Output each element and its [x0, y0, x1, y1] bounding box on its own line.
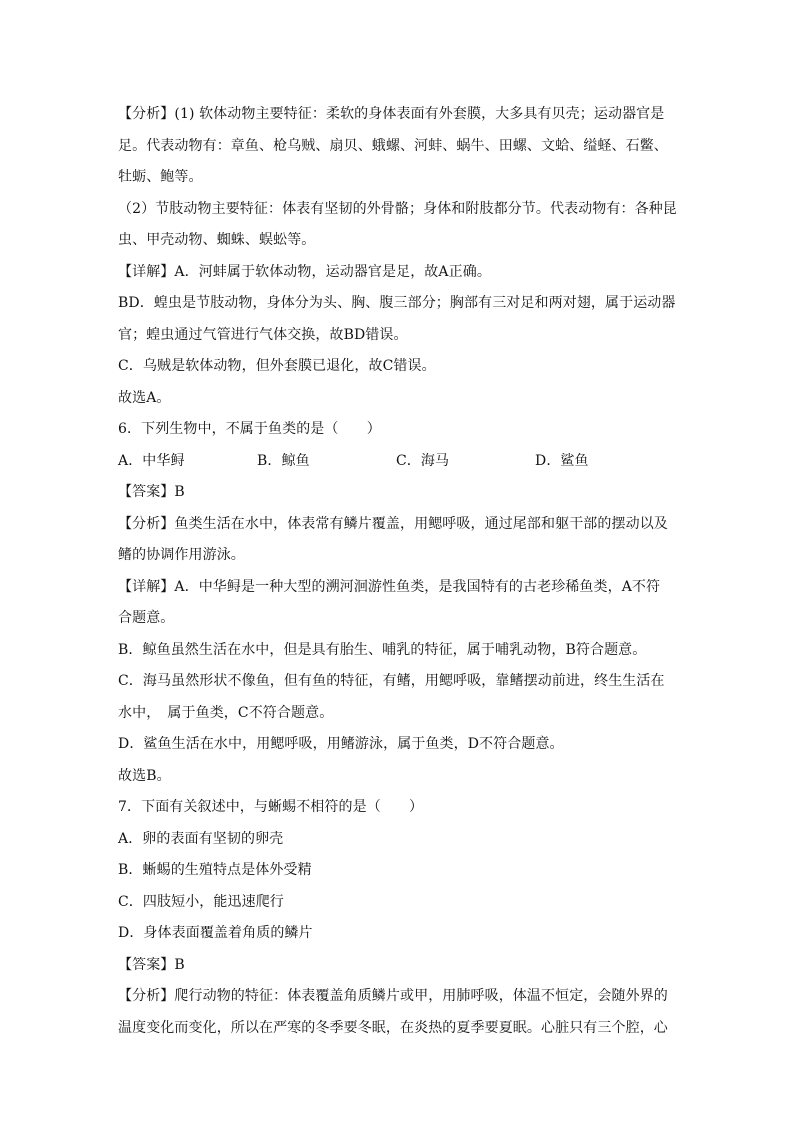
text-line: BD．蝗虫是节肢动物，身体分为头、胸、腹三部分；胸部有三对足和两对翅，属于运动器: [118, 295, 676, 311]
text-line: 温度变化而变化，所以在严寒的冬季要冬眠，在炎热的夏季要夏眠。心脏只有三个腔，心: [118, 1019, 668, 1036]
text-line: （2）节肢动物主要特征：体表有坚韧的外骨骼；身体和附肢都分节。代表动物有：各种昆: [118, 200, 677, 217]
option-c: C．海马: [396, 452, 450, 469]
document-body: [118, 99, 678, 1044]
text-line: B．鲸鱼虽然生活在水中，但是具有胎生、哺乳的特征，属于哺乳动物，B符合题意。: [118, 641, 647, 658]
question-7-stem: 7．下面有关叙述中，与蜥蜴不相符的是（ ）: [118, 799, 424, 815]
text-line: 合题意。: [118, 610, 175, 626]
text-line: 官；蝗虫通过气管进行气体交换，故BD错误。: [118, 326, 408, 343]
text-line: 足。代表动物有：章鱼、枪乌贼、扇贝、蛾螺、河蚌、蜗牛、田螺、文蛤、缢蛏、石鳖、: [118, 137, 668, 154]
text-line: 【详解】A．中华鲟是一种大型的溯河洄游性鱼类，是我国特有的古老珍稀鱼类，A不符: [118, 578, 661, 595]
text-line: 【分析】爬行动物的特征：体表覆盖角质鳞片或甲，用肺呼吸，体温不恒定，会随外界的: [118, 988, 668, 1004]
option-a: A．中华鲟: [118, 452, 185, 469]
question-6-options: [118, 446, 678, 478]
option-d: D．身体表面覆盖着角质的鳞片: [118, 925, 313, 941]
option-c: C．四肢短小，能迅速爬行: [118, 893, 284, 910]
text-line: 虫、甲壳动物、蜘蛛、蜈蚣等。: [118, 232, 316, 248]
option-b: B．鲸鱼: [257, 452, 310, 469]
text-line: 牡蛎、鲍等。: [118, 169, 203, 185]
question-6-stem: 6．下列生物中，不属于鱼类的是（ ）: [118, 421, 381, 437]
option-b: B．蜥蜴的生殖特点是体外受精: [118, 862, 312, 878]
text-line: 【分析】鱼类生活在水中，体表常有鳞片覆盖，用鳃呼吸，通过尾部和躯干部的摆动以及: [118, 515, 668, 532]
option-d: D．鲨鱼: [535, 452, 589, 469]
text-line: C．海马虽然形状不像鱼，但有鱼的特征，有鳍，用鳃呼吸，靠鳍摆动前进，终生生活在: [118, 673, 665, 689]
answer-line: 【答案】B: [118, 484, 185, 500]
text-line: C．乌贼是软体动物，但外套膜已退化，故C错误。: [118, 358, 436, 374]
text-line: D．鲨鱼生活在水中，用鳃呼吸，用鳍游泳，属于鱼类，D不符合题意。: [118, 736, 564, 752]
text-line: 故选B。: [118, 767, 171, 784]
text-line: 【分析】(1) 软体动物主要特征：柔软的身体表面有外套膜，大多具有贝壳；运动器官是: [118, 106, 665, 122]
text-line: 鳍的协调作用游泳。: [118, 547, 245, 563]
text-line: 【详解】A．河蚌属于软体动物，运动器官是足，故A正确。: [118, 263, 491, 280]
answer-line: 【答案】B: [118, 956, 185, 973]
text-line: 水中， 属于鱼类，C不符合题意。: [118, 704, 334, 721]
text-line: 故选A。: [118, 389, 171, 406]
option-a: A．卵的表面有坚韧的卵壳: [118, 830, 284, 847]
